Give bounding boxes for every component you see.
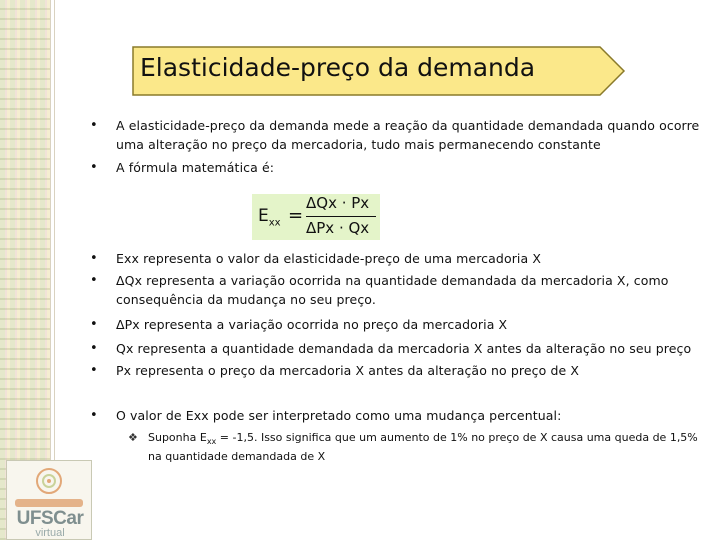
bullet-text: A fórmula matemática é: [116,160,275,175]
bullet-marker: • [90,273,98,288]
logo-tagline-bar [15,499,83,507]
sub-bullet-subscript: xx [206,437,217,447]
bullet-text: ΔPx representa a variação ocorrida no preço da mercadoria X [116,317,508,332]
sub-bullet-text [148,430,713,464]
logo-sub-text: virtual [35,527,65,539]
bullet-marker: • [90,408,98,423]
strip-divider [50,0,51,540]
bullet-marker: • [90,160,98,175]
bullet-marker: • [90,251,98,266]
sub-bullet-rest: = -1,5. Isso significa que um aumento de 1% no preço de X causa uma queda de 1,5% na quantidade demandada de X [148,431,698,464]
formula-equals: = [288,205,304,226]
formula-lhs-subscript: xx [268,217,281,229]
bullet-marker: • [90,341,98,356]
formula-denominator: ΔPx · Qx [306,219,370,237]
formula-numerator: ΔQx · Px [306,194,370,212]
elasticity-formula [252,194,380,240]
bullet-text: Qx representa a quantidade demandada da mercadoria X antes da alteração no seu preço [116,341,692,356]
bullet-text: Exx representa o valor da elasticidade-preço de uma mercadoria X [116,251,542,266]
strip-divider [54,0,55,540]
formula-lhs-main: E [258,206,269,226]
formula-fraction-bar [306,216,376,217]
decorative-side-strip [0,0,50,540]
bullet-text: O valor de Exx pode ser interpretado como uma mudança percentual: [116,408,562,423]
bullet-marker: • [90,363,98,378]
logo-main-text: UFSCar [16,508,84,529]
bullet-marker: • [90,118,98,133]
sub-bullet-prefix: Suponha E [148,431,207,444]
bullet-text: Px representa o preço da mercadoria X antes da alteração no preço de X [116,363,580,378]
ufscar-emblem-icon [35,467,63,495]
ufscar-virtual-logo [6,460,92,540]
bullet-marker: • [90,317,98,332]
bullet-text: ΔQx representa a variação ocorrida na quantidade demandada da mercadoria X, como consequência da mudança no seu preço. [116,273,669,307]
page-title: Elasticidade-preço da demanda [140,53,536,82]
formula-lhs [258,206,281,228]
diamond-bullet-icon: ❖ [128,431,138,444]
title-banner [130,44,628,98]
bullet-text: A elasticidade-preço da demanda mede a reação da quantidade demandada quando ocorre uma alteração no preço da mercadoria, tudo mais permanecendo constante [116,118,700,152]
